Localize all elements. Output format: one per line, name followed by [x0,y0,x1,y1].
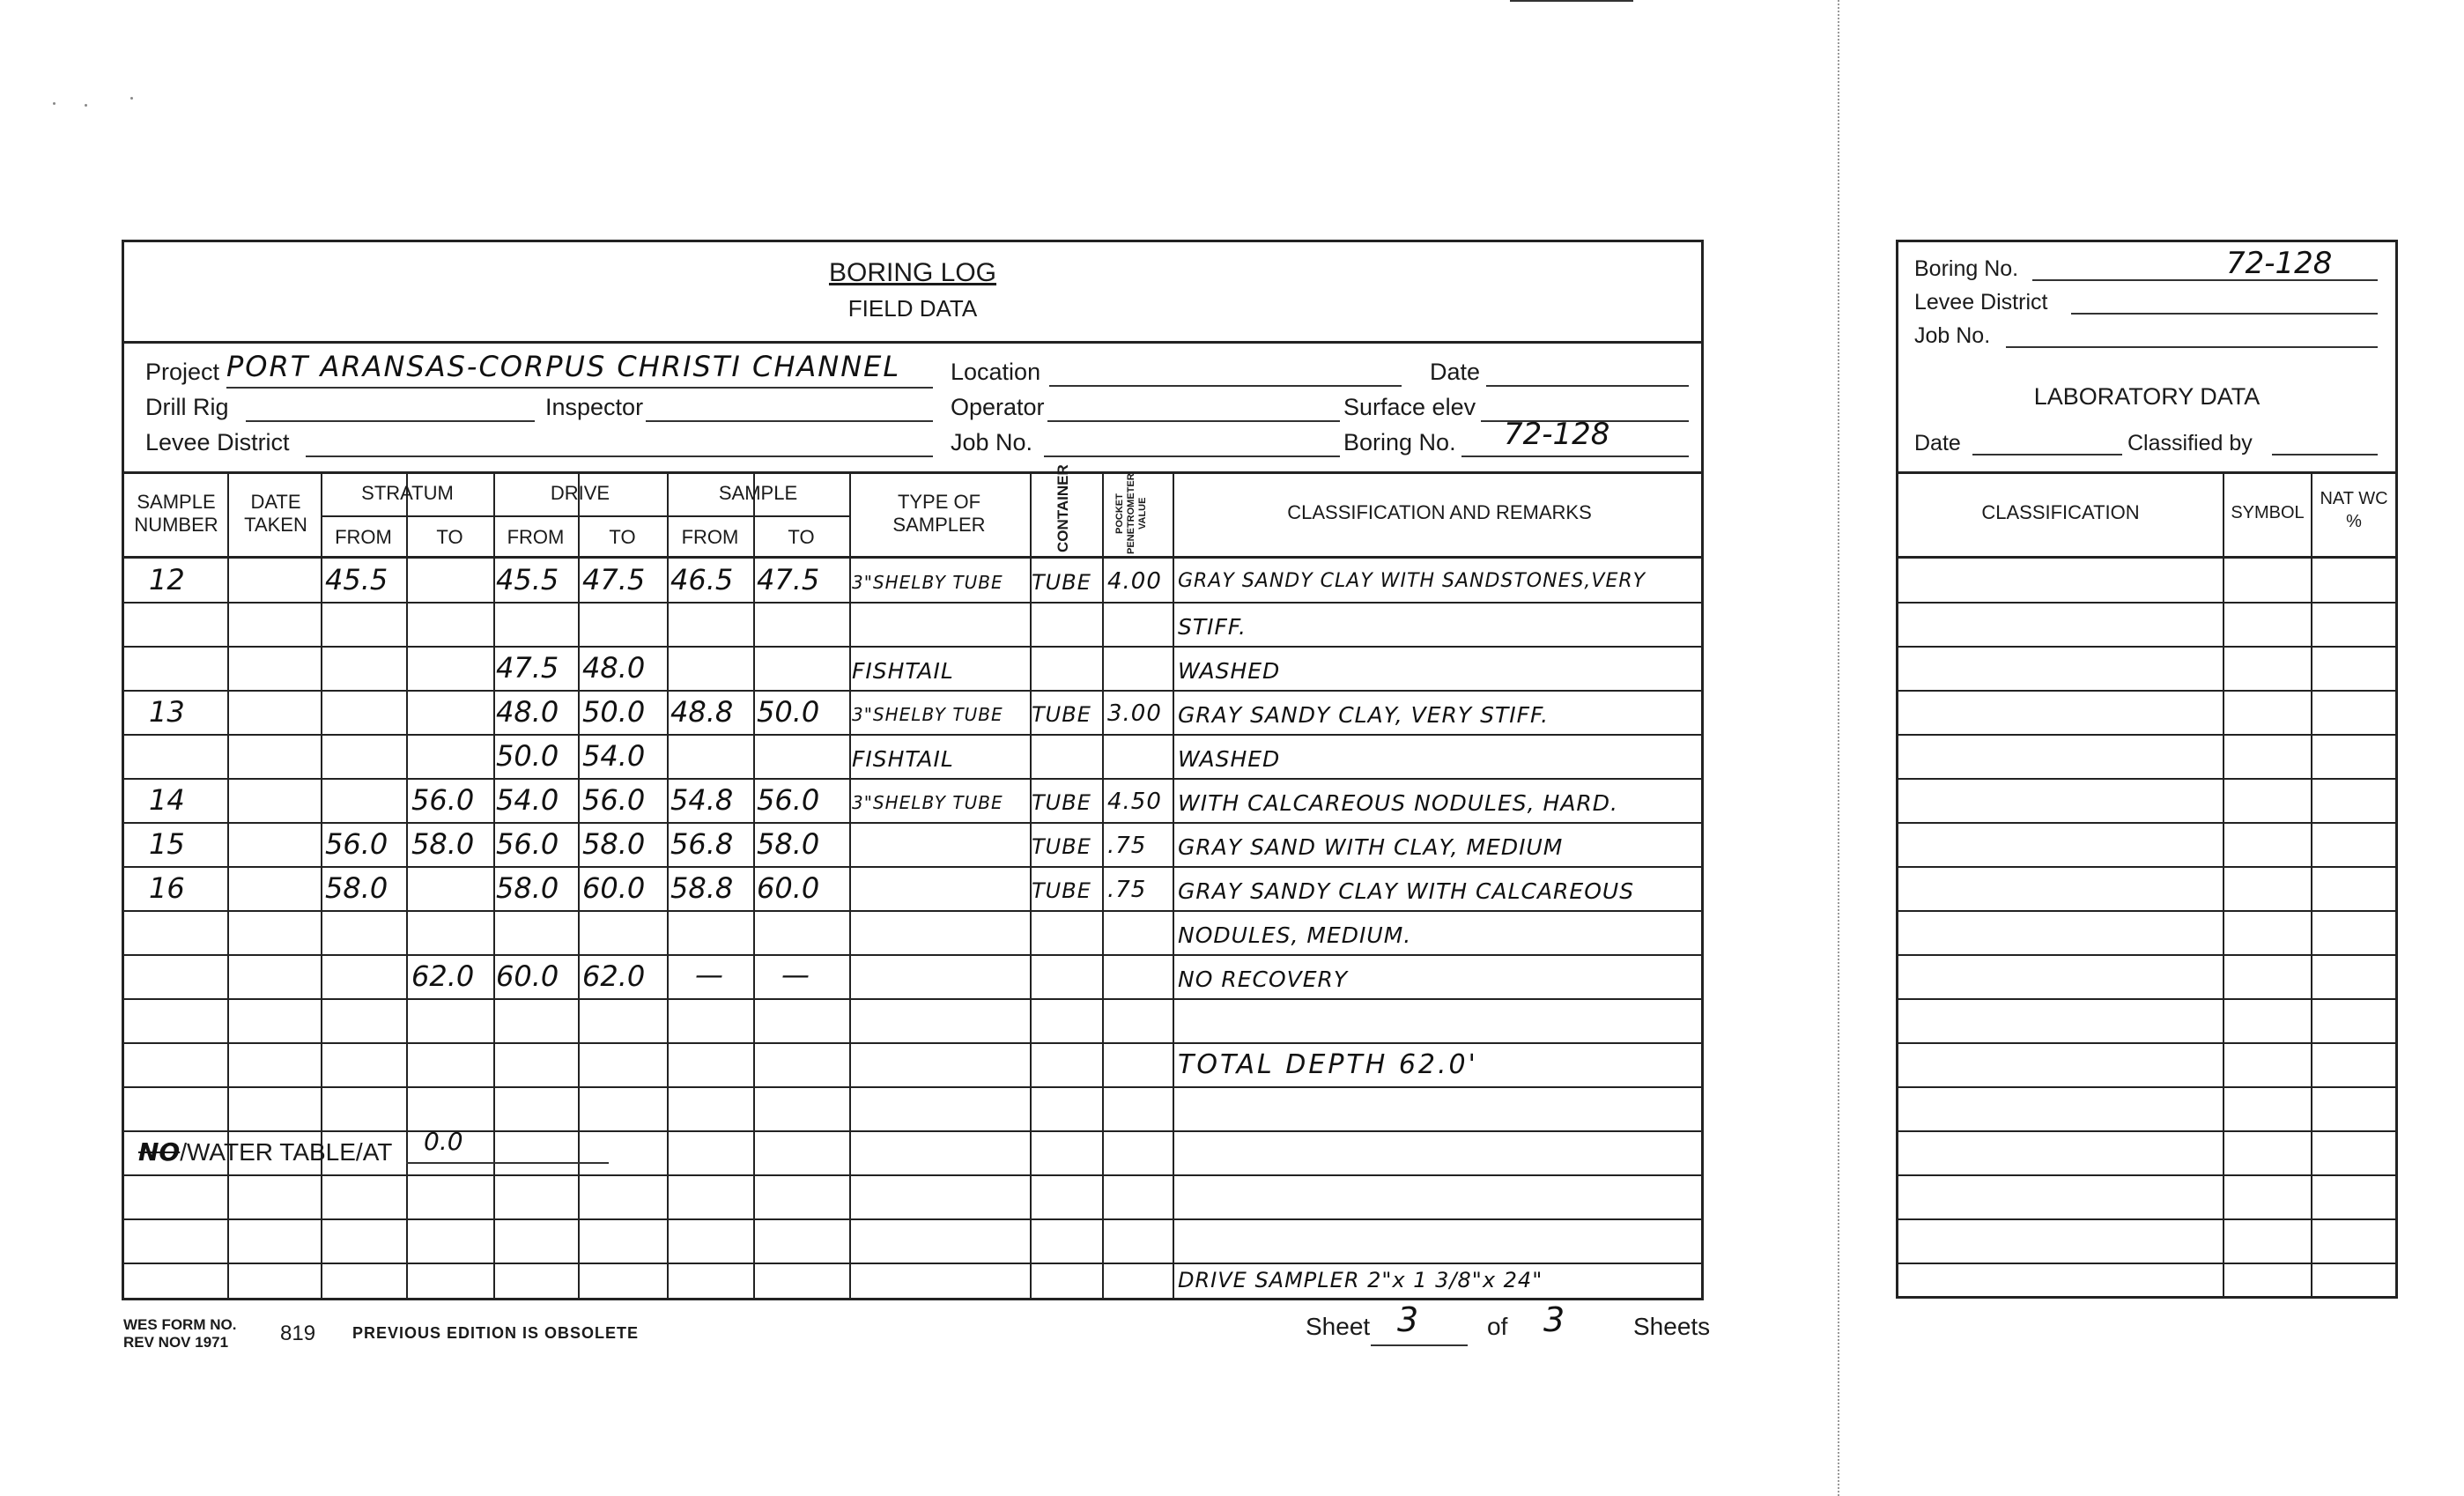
cell-remark[interactable]: GRAY SANDY CLAY, VERY STIFF. [1178,702,1550,728]
scan-speck [53,102,55,105]
sheet-number-line [1371,1344,1468,1346]
col-header-sample-number: SAMPLE NUMBER [134,491,218,536]
col-header-drive-to: TO [609,526,636,548]
lab-row-line [1898,954,2395,956]
cell-penetrometer[interactable]: .75 [1107,877,1147,903]
log-table [124,464,1701,1300]
cell-drive-to[interactable]: 60.0 [582,871,646,905]
lab-row-line [1898,646,2395,648]
row-line [124,1042,1701,1044]
lab-levee-district-line [2071,313,2378,315]
lab-levee-district-label: Levee District [1914,290,2048,315]
cell-sampler[interactable]: 3"SHELBY TUBE [852,572,1003,593]
surface-elev-label: Surface elev [1343,394,1476,420]
operator-label: Operator [951,394,1045,420]
cell-sample-from[interactable]: 56.8 [670,827,734,861]
cell-sampler[interactable]: 3"SHELBY TUBE [852,792,1003,813]
cell-sample-to[interactable]: 47.5 [757,563,820,596]
col-header-container: CONTAINER [1054,464,1071,552]
lab-date-line [1972,454,2122,455]
header-fields [124,341,1701,474]
cell-sample-to[interactable]: — [781,958,810,991]
cell-container[interactable]: TUBE [1032,702,1091,727]
lab-col-header-classification: CLASSIFICATION [1981,501,2140,523]
water-table-line [406,1162,609,1164]
row-line [124,690,1701,692]
lab-boring-no-label: Boring No. [1914,256,2019,281]
cell-stratum-to[interactable]: 58.0 [411,827,475,861]
cell-remark[interactable]: STIFF. [1178,614,1247,640]
cell-remark[interactable]: WASHED [1178,658,1281,684]
cell-stratum-from[interactable]: 58.0 [325,871,388,905]
row-line [124,602,1701,604]
cell-drive-to[interactable]: 50.0 [582,695,646,729]
cell-container[interactable]: TUBE [1032,790,1091,815]
boring-log-form [122,240,1704,1300]
col-header-type-of-sampler: TYPE OF SAMPLER [892,491,986,536]
cell-sample-from[interactable]: 48.8 [670,695,734,729]
cell-sampler[interactable]: FISHTAIL [852,658,954,684]
form-number-value: 819 [280,1322,316,1345]
sheet-number[interactable]: 3 [1397,1300,1419,1339]
col-header-stratum: STRATUM [361,482,454,504]
date-line [1486,385,1689,387]
scan-speck [130,97,133,100]
lab-job-no-line [2006,346,2378,348]
lab-table [1898,471,2395,1299]
date-label: Date [1430,359,1481,385]
lab-row-line [1898,1130,2395,1132]
location-line [1049,385,1402,387]
boring-no-label: Boring No. [1343,429,1456,455]
lab-classified-by-label: Classified by [2127,431,2253,455]
col-header-stratum-to: TO [436,526,463,548]
project-value[interactable]: PORT ARANSAS-CORPUS CHRISTI CHANNEL [226,350,901,383]
cell-sample-number[interactable]: 13 [149,695,185,729]
row-line [124,1174,1701,1176]
col-header-date-taken: DATE TAKEN [244,491,307,536]
lab-col-header-nat-wc: NAT WC % [2320,489,2388,531]
lab-row-line [1898,778,2395,780]
cell-sample-from[interactable]: 54.8 [670,783,734,817]
row-line [124,866,1701,868]
project-line [226,387,933,389]
col-header-drive-from: FROM [507,526,565,548]
sheet-label: Sheet [1306,1313,1371,1340]
lab-row-line [1898,1086,2395,1088]
row-line [124,734,1701,736]
boring-no-value[interactable]: 72-128 [1504,417,1610,452]
lab-row-line [1898,1263,2395,1264]
cell-drive-from[interactable]: 60.0 [496,959,559,993]
lab-row-line [1898,1042,2395,1044]
cell-penetrometer[interactable]: 4.50 [1107,789,1162,815]
operator-line [1047,420,1340,422]
lab-classified-by-line [2272,454,2378,455]
form-number-line1: WES FORM NO. [123,1316,237,1333]
cell-penetrometer[interactable]: 3.00 [1107,700,1162,727]
of-label: of [1487,1313,1508,1340]
location-label: Location [951,359,1041,385]
lab-row-line [1898,822,2395,824]
row-line [124,646,1701,648]
lab-row-line [1898,690,2395,692]
cell-stratum-from[interactable]: 56.0 [325,827,388,861]
water-table-strike: NO [138,1137,181,1166]
cell-sample-from[interactable]: 58.8 [670,871,734,905]
water-table-label: /WATER TABLE/AT [180,1138,393,1166]
cell-drive-to[interactable]: 48.0 [582,651,646,685]
subheader-line [321,515,849,517]
cell-sample-to[interactable]: 58.0 [757,827,820,861]
cell-drive-to[interactable]: 47.5 [582,563,646,596]
cell-stratum-from[interactable]: 45.5 [325,563,388,596]
row-line [124,910,1701,912]
cell-remark-drive-sampler[interactable]: DRIVE SAMPLER 2"x 1 3/8"x 24" [1178,1268,1543,1292]
cell-remark[interactable]: WASHED [1178,746,1281,772]
cell-remark-total-depth[interactable]: TOTAL DEPTH 62.0' [1178,1049,1478,1080]
project-label: Project [145,359,220,385]
lab-row-line [1898,866,2395,868]
cell-remark[interactable]: WITH CALCAREOUS NODULES, HARD. [1178,790,1618,816]
form-title-area [124,242,1701,344]
cell-sample-number[interactable]: 12 [149,563,185,596]
col-header-pocket-penetrometer: POCKET PENETROMETER VALUE [1114,473,1148,554]
cell-drive-from[interactable]: 47.5 [496,651,559,685]
lab-row-line [1898,998,2395,1000]
cell-sample-number[interactable]: 16 [149,871,185,905]
lab-job-no-label: Job No. [1914,323,1991,348]
cell-remark[interactable]: NODULES, MEDIUM. [1178,922,1412,948]
levee-district-label: Levee District [145,429,290,455]
cell-sample-from[interactable]: 46.5 [670,563,734,596]
cell-container[interactable]: TUBE [1032,878,1091,903]
form-number-line2: REV NOV 1971 [123,1334,229,1351]
cell-drive-from[interactable]: 58.0 [496,871,559,905]
previous-edition-note: PREVIOUS EDITION IS OBSOLETE [352,1324,640,1342]
cell-drive-from[interactable]: 56.0 [496,827,559,861]
row-line [124,1086,1701,1088]
lab-boring-no-value[interactable]: 72-128 [2226,246,2333,281]
drill-rig-label: Drill Rig [145,394,229,420]
lab-row-line [1898,1218,2395,1220]
col-header-sample-from: FROM [681,526,739,548]
cell-container[interactable]: TUBE [1032,570,1091,595]
levee-district-line [306,455,933,457]
row-line [124,1130,1701,1132]
job-no-label: Job No. [951,429,1033,455]
cell-remark[interactable]: GRAY SANDY CLAY WITH CALCAREOUS [1178,878,1635,904]
total-sheets-line [1510,0,1633,2]
cell-drive-from[interactable]: 50.0 [496,739,559,773]
cell-sample-to[interactable]: 56.0 [757,783,820,817]
row-line [124,822,1701,824]
inspector-line [646,420,933,422]
form-subtitle: FIELD DATA [847,295,978,322]
cell-penetrometer[interactable]: .75 [1107,833,1147,859]
col-header-sample-to: TO [788,526,815,548]
cell-stratum-to[interactable]: 62.0 [411,959,475,993]
cell-sampler[interactable]: 3"SHELBY TUBE [852,704,1003,725]
lab-col-header-symbol: SYMBOL [2231,503,2305,522]
cell-sample-to[interactable]: 60.0 [757,871,820,905]
lab-row-line [1898,734,2395,736]
row-line [124,1263,1701,1264]
cell-drive-to[interactable]: 62.0 [582,959,646,993]
col-header-sample: SAMPLE [718,482,798,504]
lab-boring-no-line [2032,279,2378,281]
boring-no-line [1461,455,1689,457]
cell-drive-to[interactable]: 56.0 [582,783,646,817]
lab-row-line [1898,602,2395,604]
row-line [124,1218,1701,1220]
row-line [124,998,1701,1000]
cell-container[interactable]: TUBE [1032,834,1091,859]
drill-rig-line [246,420,535,422]
total-sheets[interactable]: 3 [1543,1300,1565,1339]
cell-drive-to[interactable]: 54.0 [582,739,646,773]
form-number [123,1316,236,1352]
water-table-value[interactable]: 0.0 [424,1127,463,1156]
scan-speck [85,104,87,107]
cell-sample-number[interactable]: 14 [149,783,185,817]
laboratory-data-form [1896,240,2398,1299]
cell-sample-from[interactable]: — [695,958,723,991]
lab-title: LABORATORY DATA [2033,383,2261,410]
inspector-label: Inspector [545,394,644,420]
sheets-label: Sheets [1633,1313,1711,1340]
lab-header [1898,242,2395,474]
row-line [124,778,1701,780]
fold-line [1838,0,1839,1496]
col-header-classification: CLASSIFICATION AND REMARKS [1287,501,1592,523]
cell-remark[interactable]: GRAY SAND WITH CLAY, MEDIUM [1178,834,1564,860]
job-no-line [1044,455,1340,457]
cell-sampler[interactable]: FISHTAIL [852,746,954,772]
cell-sample-to[interactable]: 50.0 [757,695,820,729]
cell-penetrometer[interactable]: 4.00 [1107,568,1162,595]
cell-remark[interactable]: GRAY SANDY CLAY WITH SANDSTONES,VERY [1178,570,1646,592]
cell-drive-from[interactable]: 48.0 [496,695,559,729]
lab-header-bottom-line [1898,556,2395,559]
water-table-label-group [138,1137,392,1166]
lab-row-line [1898,910,2395,912]
lab-date-label: Date [1914,431,1961,455]
cell-drive-from[interactable]: 54.0 [496,783,559,817]
cell-drive-to[interactable]: 58.0 [582,827,646,861]
cell-sample-number[interactable]: 15 [149,827,185,861]
cell-drive-from[interactable]: 45.5 [496,563,559,596]
form-title: BORING LOG [828,258,997,287]
header-bottom-line [124,556,1701,559]
row-line [124,954,1701,956]
lab-row-line [1898,1174,2395,1176]
col-header-stratum-from: FROM [335,526,392,548]
cell-stratum-to[interactable]: 56.0 [411,783,475,817]
col-header-drive: DRIVE [550,482,610,504]
cell-remark[interactable]: NO RECOVERY [1178,966,1349,992]
